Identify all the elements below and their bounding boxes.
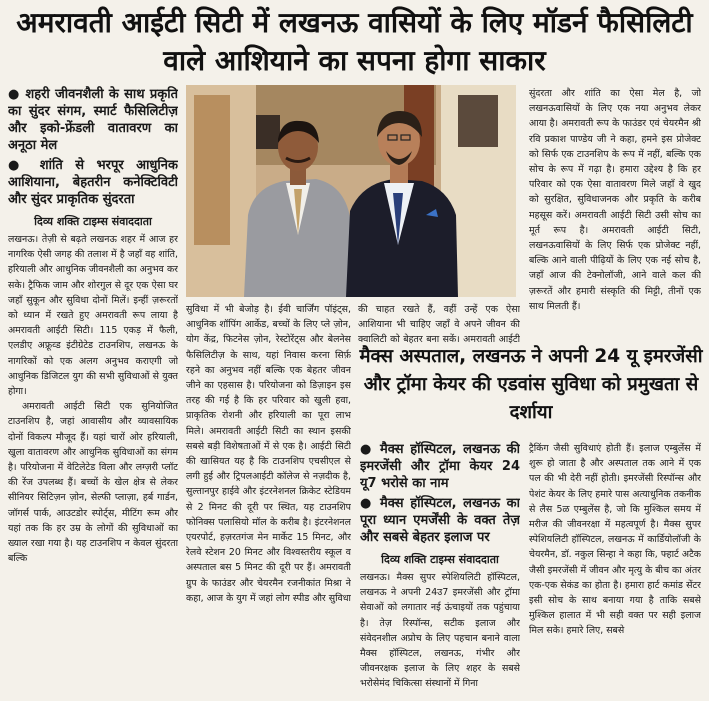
article-column-1: [8, 86, 178, 698]
bullet-point-4: ● मैक्स हॉस्पिटल, लखनऊ का पूरा ध्यान एमर्जेंसी के वक्त तेज़ और सबसे बेहतर इलाज पर: [360, 496, 520, 545]
byline: दिव्य शक्ति टाइम्स संवाददाता: [34, 215, 152, 228]
article-paragraph: लखनऊ। तेज़ी से बढ़ते लखनऊ शहर में आज हर नागरिक ऐसी जगह की तलाश में है जहाँ वह शांति, हरियाली और आधुनिक जीवनशैली का अनुभव कर सके। ट्रैफिक जाम और शोरगुल से दूर एक ऐसा घर जहाँ सुकून और सुविधा दोनों मिलें। इन्हीं ज़रूरतों को ध्यान में रखते हुए अमरावती रूप लाया है अमरावती आईटी सिटी। 115 एकड़ में फैली, एलडीए अफ्रूव्ड इंटीग्रेटेड टाउनशिप, लखनऊ के नागरिकों को एक अलग अनुभव कराएगी जो आधुनिक डिजिटल युग की सभी सुविधाओं से युक्त होगा।: [8, 234, 178, 398]
bullet-point-2: ● शांति से भरपूर आधुनिक आशियाना, बेहतरीन कनेक्टिविटी और सुंदर प्राकृतिक सुंदरता: [8, 158, 178, 207]
bullet-point-3: ● मैक्स हॉस्पिटल, लखनऊ की इमरजेंसी और ट्रॉमा केयर 24 यू7 भरोसे का नाम: [360, 442, 520, 491]
second-article-column-2: [529, 441, 701, 698]
article-column-2: [186, 302, 351, 698]
article-column-3: [358, 302, 520, 344]
second-article-column-1: [360, 441, 520, 698]
article-paragraph: अमरावती आईटी सिटी एक सुनियोजित टाउनशिप है, जहां आवासीय और व्यावसायिक दोनों विकल्प मौजूद हैं। यहां चारों ओर हरियाली, खुला वातावरण और आधुनिक सुविधाओं का संगम है। परियोजना में वेटिलेटेड विला और लग्ज़री प्लॉट की रेंज उपलब्ध हैं। बच्चों के खेल क्षेत्र से लेकर सीनियर सिटिज़न ज़ोन, सेल्फी प्लाज़ा, हर्ब गार्डन, जॉगर्स पार्क, आउटडोर स्पोर्ट्स, मीटिंग रूम और यहां तक कि हर उम्र के लोगों की सुविधाओं का ख्याल रखा गया है। यह टाउनशिप न केवल सुंदरता बल्कि: [8, 401, 178, 565]
article-paragraph: ट्रैकिंग जैसी सुविधाएं होती हैं। इलाज एम्बुलेंस में शुरू हो जाता है और अस्पताल तक आने में एक पल की भी देरी नहीं होती। इमरजेंसी रिस्पॉन्स और पेशंट केयर के लिए हमारे पास अत्याधुनिक तकनीक से लैस 5ळ एम्बुलेंस है, जो कि मुश्किल समय में मरीज की जीवनरक्षा में महत्वपूर्ण है। मैक्स सुपर स्पेशियलिटी हॉस्पिटल, लखनऊ में कार्डियोलॉजी के चेयरमैन, डॉ. नकुल सिन्हा ने कहा कि, फ्हार्ट अटैक जैसी इमरजेंसी में जीवन और मृत्यु के बीच का अंतर एक-एक सेकंड का होता है। हमारा हार्ट कमांड सेंटर इसी सोच के साथ बनाया गया है ताकि सबसे मुश्किल हालात में भी सही वक्त पर सही इलाज मिल सके। हमारे लिए, सबसे: [529, 443, 701, 637]
article-paragraph: की चाहत रखते हैं, वहीं उन्हें एक ऐसा आशियाना भी चाहिए जहाँ वे अपने जीवन की क्वालिटी को बेहतर बना सकें। अमरावती आईटी: [358, 304, 520, 344]
article-column-4: [529, 86, 701, 342]
bullet-point-1: ● शहरी जीवनशैली के साथ प्रकृति का सुंदर संगम, स्मार्ट फैसिलिटीज़ और इको-फ्रेंडली वातावरण का अनूठा मेल: [8, 87, 178, 153]
article-paragraph: सुविधा में भी बेजोड़ है। ईवी चार्जिंग पॉइंट्स, आधुनिक शॉपिंग आर्केड, बच्चों के लिए प्ले ज़ोन, योग केंद्र, फिटनेस ज़ोन, रेस्टोरेंट्स और बेलनेस फैसिलिटीज़ के साथ, यहां निवास करना सिर्फ़ रहने का अनुभव नहीं बल्कि एक बेहतर जीवन जीने का एहसास है। परियोजना को डिज़ाइन इस तरह की गई है कि हर परिवार को खुली हवा, प्राकृतिक रोशनी और हरियाली का पूरा लाभ मिले। अमरावती आईटी सिटी का स्थान इसकी सबसे बड़ी विशेषताओं में से एक है। आईटी सिटी की खासियत यह है कि टाउनशिप एचसीएल से लगी हुई और ट्रिपलआईटी कॉलेज से नज़दीक है, सुल्तानपुर हाईवे और इंटरनेशनल क्रिकेट स्टेडियम से 2 मिनट की दूरी पर स्थित, यह टाउनशिप फोनिक्स पलासियो मॉल के करीब है। इंटरनेशनल एयरपोर्ट, हज़रतगंज मेन मार्केट 15 मिनट, और रेलवे स्टेशन 20 मिनट और विश्वस्तरीय स्कूल व अस्पताल बस 5 मिनट की दूरी पर हैं। अमरावती ग्रुप के फाउंडर और चेयरमैन रजनीकांत मिश्रा ने कहा, आज के युग में जहां लोग स्पीड और सुविधा: [186, 304, 351, 604]
article-paragraph: सुंदरता और शांति का ऐसा मेल है, जो लखनऊवासियों के लिए एक नया अनुभव लेकर आया है। अमरावती रूप के फाउंडर एवं चेयरमैन श्री रवि प्रकाश पाण्डेय जी ने कहा, हमने इस प्रोजेक्ट को सिर्फ एक टाउनशिप के रूप में नहीं, बल्कि एक सोच के रूप में गढ़ा है। हमारा उद्देश्य है कि हर परिवार को एक ऐसा वातावरण मिले जहाँ वे खुद को सुरक्षित, सुविधाजनक और प्रकृति के करीब महसूस करें। अमरावती आईटी सिटी उसी सोच का मूर्त रूप है। अमरावती आईटी सिटी, लखनऊवासियों के लिए सिर्फ एक प्रोजेक्ट नहीं, बल्कि आने वाली पीढ़ियों के लिए एक नई सोच है, जहाँ आज की टेक्नोलॉजी, आने वाले कल की ज़रूरतें और हमारी संस्कृति की मिट्टी, तीनों एक साथ मिलती हैं।: [529, 88, 701, 312]
article-headline: अमरावती आईटी सिटी में लखनऊ वासियों के लिए मॉडर्न फैसिलिटी वाले आशियाने का सपना होगा साकार: [16, 6, 693, 77]
article-paragraph: लखनऊ। मैक्स सुपर स्पेशियलिटी हॉस्पिटल, लखनऊ ने अपनी 24उ7 इमरजेंसी और ट्रॉमा सेवाओं को लगातार नई ऊंचाइयों तक पहुंचाया है। तेज़ रिस्पॉन्स, सटीक इलाज और संवेदनशील अप्रोच के लिए पहचान बनाने वाला मैक्स हॉस्पिटल, लखनऊ, गंभीर और जीवनरक्षक इलाज के लिए शहर के सबसे भरोसेमंद चिकित्सा संस्थानों में गिना: [360, 572, 520, 690]
executives-photo: [186, 85, 516, 297]
byline-2: दिव्य शक्ति टाइम्स संवाददाता: [381, 553, 499, 566]
executives-photo-image: [186, 85, 516, 297]
second-article-headline: मैक्स अस्पताल, लखनऊ ने अपनी 24 यू इमरजेंसी और ट्रॉमा केयर की एडवांस सुविधा को प्रमुखता से दर्शाया: [359, 346, 703, 423]
